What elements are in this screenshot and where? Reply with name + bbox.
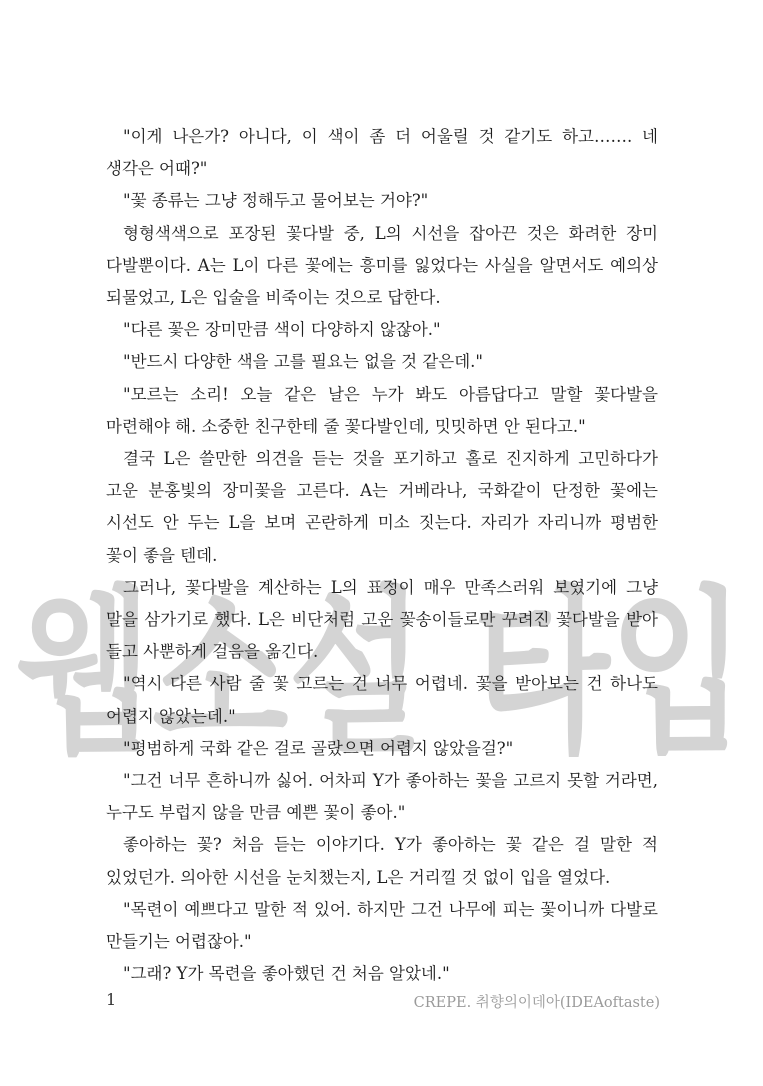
- paragraph: 결국 L은 쓸만한 의견을 듣는 것을 포기하고 홀로 진지하게 고민하다가 고운 분홍빛의 장미꽃을 고른다. A는 거베라나, 국화같이 단정한 꽃에는 시선도 안 두는 L을 보며 곤란하게 미소 짓는다. 자리가 자리니까 평범한 꽃이 좋을 텐데.: [106, 449, 658, 565]
- paragraph: "그래? Y가 목련을 좋아했던 건 처음 알았네.": [123, 964, 450, 984]
- body-text: [106, 121, 658, 990]
- paragraph: "반드시 다양한 색을 고를 필요는 없을 것 같은데.": [123, 352, 483, 372]
- paragraph: "목련이 예쁘다고 말한 적 있어. 하지만 그건 나무에 피는 꽃이니까 다발로 만들기는 어렵잖아.": [106, 899, 658, 952]
- page-number: 1: [106, 990, 117, 1009]
- page-footer: [106, 990, 660, 1012]
- paragraph: "다른 꽃은 장미만큼 색이 다양하지 않잖아.": [123, 320, 441, 340]
- paragraph: 좋아하는 꽃? 처음 듣는 이야기다. Y가 좋아하는 꽃 같은 걸 말한 적 있었던가. 의아한 시선을 눈치챘는지, L은 거리낄 것 없이 입을 열었다.: [106, 835, 658, 887]
- paragraph: "그건 너무 흔하니까 싫어. 어차피 Y가 좋아하는 꽃을 고르지 못할 거라면, 누구도 부럽지 않을 만큼 예쁜 꽃이 좋아.": [106, 771, 658, 823]
- paragraph: "모르는 소리! 오늘 같은 날은 누가 봐도 아름답다고 말할 꽃다발을 마련해야 해. 소중한 친구한테 줄 꽃다발인데, 밋밋하면 안 된다고.": [106, 384, 658, 436]
- paragraph: 그러나, 꽃다발을 계산하는 L의 표정이 매우 만족스러워 보였기에 그냥 말을 삼가기로 했다. L은 비단처럼 고운 꽃송이들로만 꾸려진 꽃다발을 받아 들고 사뿐하게 걸음을 옮긴다.: [106, 577, 658, 662]
- paragraph: "꽃 종류는 그냥 정해두고 물어보는 거야?": [123, 191, 429, 211]
- watermark-text: 웹소설 타입: [16, 570, 746, 777]
- paragraph: 형형색색으로 포장된 꽃다발 중, L의 시선을 잡아끈 것은 화려한 장미 다발뿐이다. A는 L이 다른 꽃에는 흥미를 잃었다는 사실을 알면서도 예의상 되물었고, L은 입술을 비죽이는 것으로 답한다.: [106, 223, 658, 308]
- paragraph: "이게 나은가? 아니다, 이 색이 좀 더 어울릴 것 같기도 하고……. 네 생각은 어때?": [106, 127, 658, 179]
- paragraph: "역시 다른 사람 줄 꽃 고르는 건 너무 어렵네. 꽃을 받아보는 건 하나도 어렵지 않았는데.": [106, 674, 658, 726]
- paragraph: "평범하게 국화 같은 걸로 골랐으면 어렵지 않았을걸?": [123, 738, 514, 758]
- running-title: CREPE. 취향의이데아(IDEAoftaste): [413, 995, 660, 1011]
